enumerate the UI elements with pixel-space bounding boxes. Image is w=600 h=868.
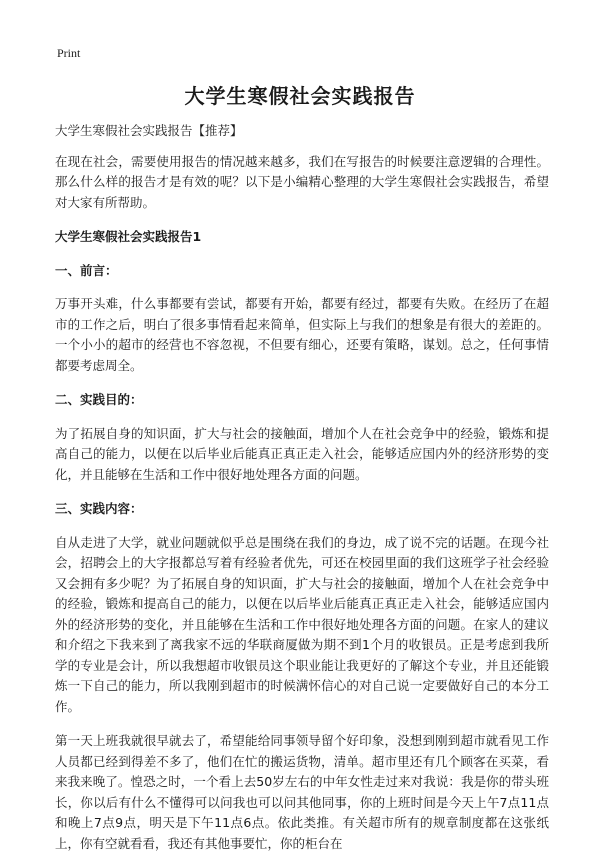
intro-paragraph: 在现在社会，需要使用报告的情况越来越多，我们在写报告的时候要注意逻辑的合理性。那么什么样的报告才是有效的呢？以下是小编精心整理的大学生寒假社会实践报告，希望对大家有所帮助。 [55,153,549,210]
document-subtitle: 大学生寒假社会实践报告【推荐】 [55,123,243,138]
content-paragraph-2: 第一天上班我就很早就去了，希望能给同事领导留个好印象，没想到刚到超市就看见工作人员都已经到得差不多了，他们在忙的搬运货物，清单。超市里还有几个顾客在买菜，看来我来晚了。惶恐之时，一个看上去50岁左右的中年女性走过来对我说：我是你的带头班长，你以后有什么不懂得可以问我也可以问其他同事，你的上班时间是今天上午7点11点和晚上7点9点，明天是下午11点6点。依此类推。有关超市所有的规章制度都在这张纸上，你有空就看看，我还有其他事要忙，你的柜台在 [55,733,549,851]
section-heading-content: 三、实践内容： [55,501,143,516]
report-heading: 大学生寒假社会实践报告1 [55,229,202,244]
section-heading-purpose: 二、实践目的： [55,392,143,407]
purpose-paragraph: 为了拓展自身的知识面，扩大与社会的接触面，增加个人在社会竞争中的经验，锻炼和提高自己的能力，以便在以后毕业后能真正真正走入社会，能够适应国内外的经济形势的变化，并且能够在生活和工作中很好地处理各方面的问题。 [55,425,549,482]
document-title: 大学生寒假社会实践报告 [184,84,416,108]
print-link[interactable]: Print [57,46,81,60]
section-heading-preface: 一、前言： [55,262,118,278]
document-body [55,121,549,868]
content-paragraph-1: 自从走进了大学，就业问题就似乎总是围绕在我们的身边，成了说不完的话题。在现今社会，招聘会上的大字报都总写着有经验者优先，可还在校园里面的我们这班学子社会经验又会拥有多少呢？为了拓展自身的知识面，扩大与社会的接触面，增加个人在社会竞争中的经验，锻炼和提高自己的能力，以便在以后毕业后能真正真正走入社会，能够适应国内外的经济形势的变化，并且能够在生活和工作中很好地处理各方面的问题。在家人的建议和介绍之下我来到了离我家不远的华联商厦做为期不到1个月的收银员。正是考虑到我所学的专业是会计，所以我想超市收银员这个职业能让我更好的了解这个专业，并且还能锻炼一下自己的能力，所以我刚到超市的时候满怀信心的对自己说一定要做好自己的本分工作。 [55,534,549,714]
preface-paragraph: 万事开头难，什么事都要有尝试，都要有开始，都要有经过，都要有失败。在经历了在超市的工作之后，明白了很多事情看起来简单，但实际上与我们的想象是有很大的差距的。一个小小的超市的经营也不容忽视，不但要有细心，还要有策略，谋划。总之，任何事情都要考虑周全。 [55,296,549,373]
